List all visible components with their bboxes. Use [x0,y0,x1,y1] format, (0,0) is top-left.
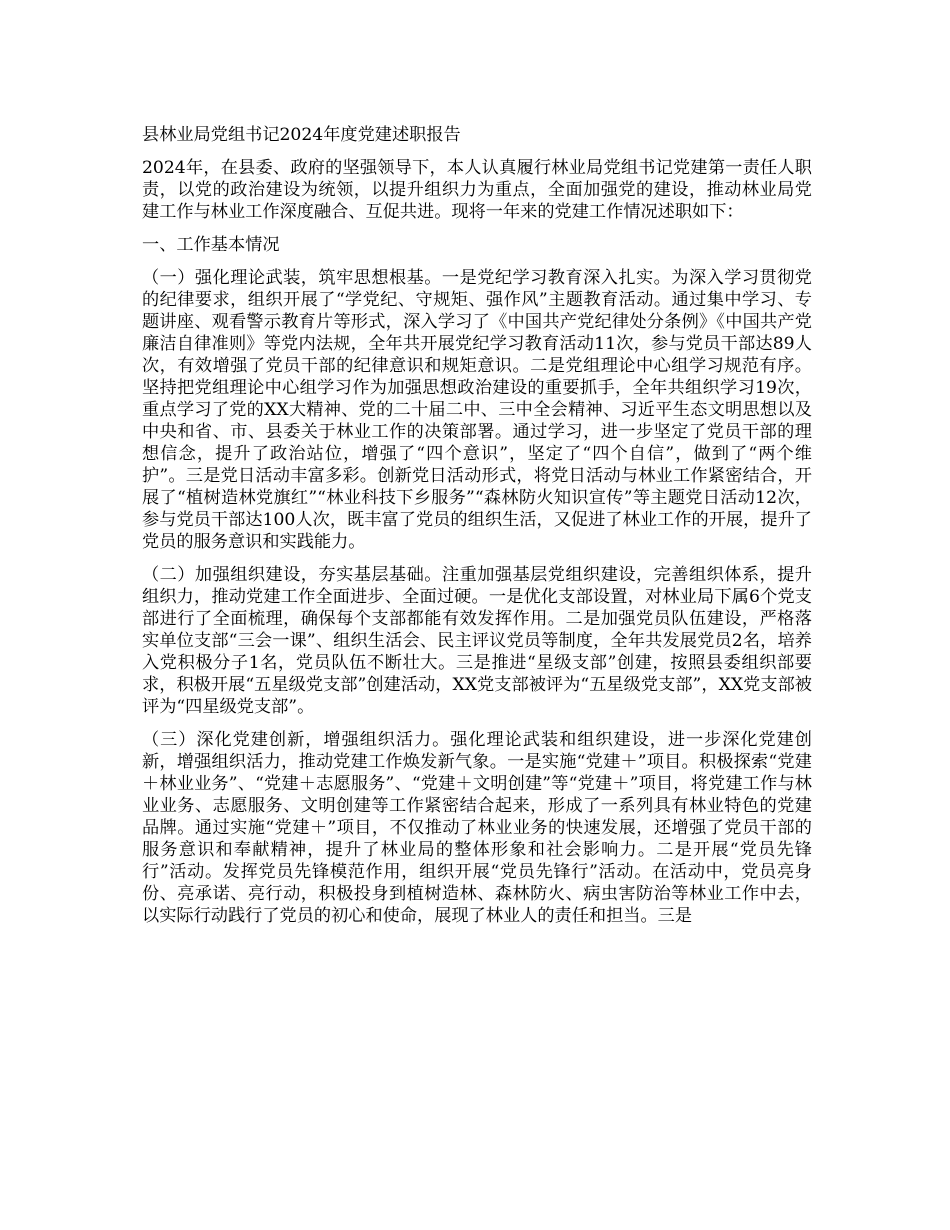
paragraph-organization: （二）加强组织建设，夯实基层基础。注重加强基层党组织建设，完善组织体系，提升组织力，推动党建工作全面进步、全面过硬。一是优化支部设置，对林业局下属6个党支部进行了全面梳理，确保每个支部都能有效发挥作用。二是加强党员队伍建设，严格落实单位支部“三会一课”、组织生活会、民主评议党员等制度，全年共发展党员2名，培养入党积极分子1名，党员队伍不断壮大。三是推进“星级支部”创建，按照县委组织部要求，积极开展“五星级党支部”创建活动，XX党支部被评为“五星级党支部”，XX党支部被评为“四星级党支部”。 [142,565,812,717]
paragraph-innovation: （三）深化党建创新，增强组织活力。强化理论武装和组织建设，进一步深化党建创新，增强组织活力，推动党建工作焕发新气象。一是实施“党建＋”项目。积极探索“党建＋林业业务”、“党建＋志愿服务”、“党建＋文明创建”等“党建＋”项目，将党建工作与林业业务、志愿服务、文明创建等工作紧密结合起来，形成了一系列具有林业特色的党建品牌。通过实施“党建＋”项目，不仅推动了林业业务的快速发展，还增强了党员干部的服务意识和奉献精神，提升了林业局的整体形象和社会影响力。二是开展“党员先锋行”活动。发挥党员先锋模范作用，组织开展“党员先锋行”活动。在活动中，党员亮身份、亮承诺、亮行动，积极投身到植树造林、森林防火、病虫害防治等林业工作中去，以实际行动践行了党员的初心和使命，展现了林业人的责任和担当。三是 [142,730,812,926]
section-heading: 一、工作基本情况 [142,235,280,255]
document-page [142,124,812,938]
intro-paragraph: 2024年，在县委、政府的坚强领导下，本人认真履行林业局党组书记党建第一责任人职责，以党的政治建设为统领，以提升组织力为重点，全面加强党的建设，推动林业局党建工作与林业工作深度融合、互促共进。现将一年来的党建工作情况述职如下： [142,158,812,222]
document-title: 县林业局党组书记2024年度党建述职报告 [142,125,461,145]
paragraph-theory: （一）强化理论武装，筑牢思想根基。一是党纪学习教育深入扎实。为深入学习贯彻党的纪律要求，组织开展了“学党纪、守规矩、强作风”主题教育活动。通过集中学习、专题讲座、观看警示教育片等形式，深入学习了《中国共产党纪律处分条例》《中国共产党廉洁自律准则》等党内法规，全年共开展党纪学习教育活动11次，参与党员干部达89人次，有效增强了党员干部的纪律意识和规矩意识。二是党组理论中心组学习规范有序。坚持把党组理论中心组学习作为加强思想政治建设的重要抓手，全年共组织学习19次，重点学习了党的XX大精神、党的二十届二中、三中全会精神、习近平生态文明思想以及中央和省、市、县委关于林业工作的决策部署。通过学习，进一步坚定了党员干部的理想信念，提升了政治站位，增强了“四个意识”，坚定了“四个自信”，做到了“两个维护”。三是党日活动丰富多彩。创新党日活动形式，将党日活动与林业工作紧密结合，开展了“植树造林党旗红”“林业科技下乡服务”“森林防火知识宣传”等主题党日活动12次，参与党员干部达100人次，既丰富了党员的组织生活，又促进了林业工作的开展，提升了党员的服务意识和实践能力。 [142,268,812,552]
